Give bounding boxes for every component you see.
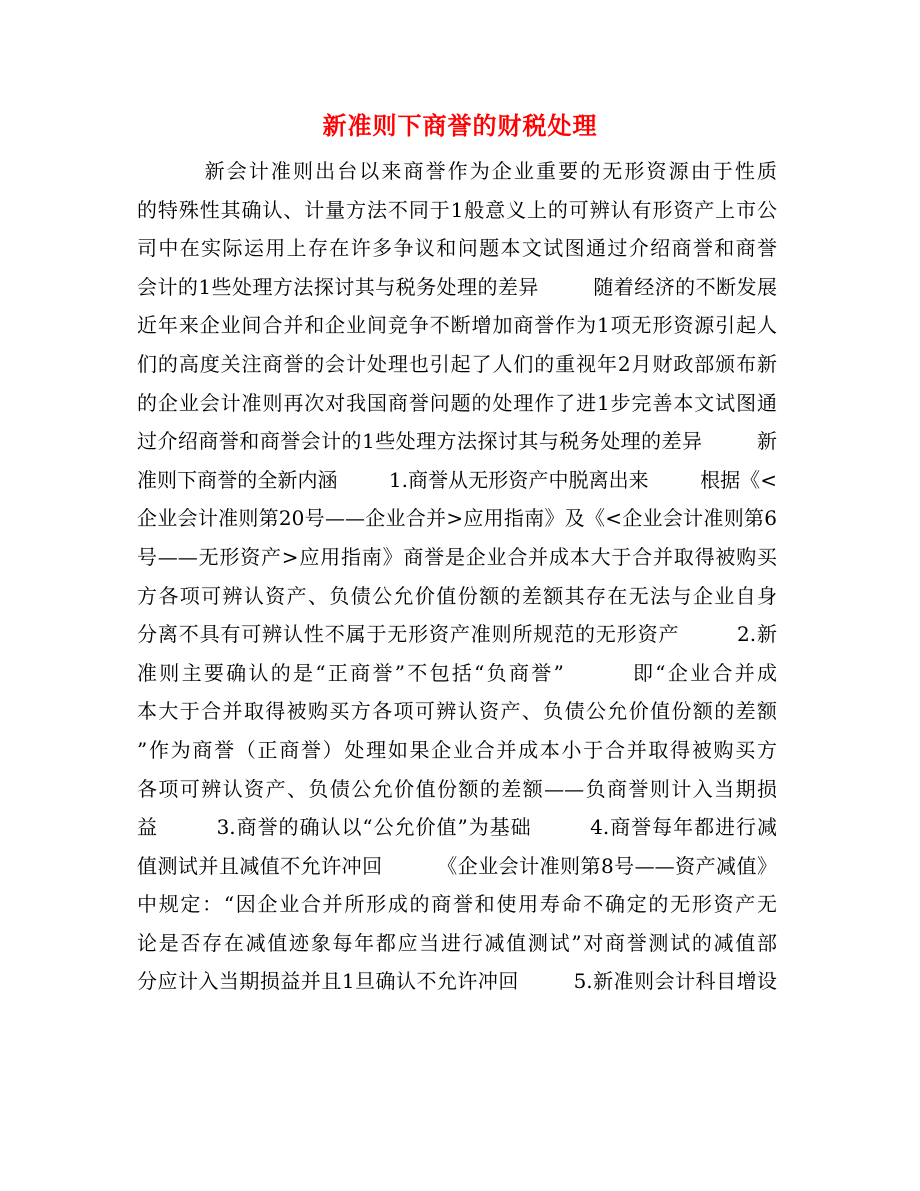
body-line: 企业会计准则第20号——企业合并>应用指南》及《<企业会计准则第6 xyxy=(137,506,777,531)
body-line: 的企业会计准则再次对我国商誉问题的处理作了进1步完善本文试图通 xyxy=(137,390,777,415)
body-line: 本大于合并取得被购买方各项可辨认资产、负债公允价值份额的差额 xyxy=(137,699,777,724)
body-line: 们的高度关注商誉的会计处理也引起了人们的重视年2月财政部颁布新 xyxy=(137,351,777,376)
body-line: 近年来企业间合并和企业间竞争不断增加商誉作为1项无形资源引起人 xyxy=(137,313,777,338)
body-line: 会计的1些处理方法探讨其与税务处理的差异 随着经济的不断发展 xyxy=(137,274,777,299)
body-line: 各项可辨认资产、负债公允价值份额的差额——负商誉则计入当期损 xyxy=(137,776,777,801)
body-line: 方各项可辨认资产、负债公允价值份额的差额其存在无法与企业自身 xyxy=(137,583,777,608)
body-line: 过介绍商誉和商誉会计的1些处理方法探讨其与税务处理的差异 新 xyxy=(137,429,777,454)
document-body xyxy=(137,152,777,1001)
body-line: 的特殊性其确认、计量方法不同于1般意义上的可辨认有形资产上市公 xyxy=(137,197,777,222)
body-line: 值测试并且减值不允许冲回 《企业会计准则第8号——资产减值》 xyxy=(137,853,777,878)
document-title: 新准则下商誉的财税处理 xyxy=(322,111,598,140)
body-line: 中规定：“因企业合并所形成的商誉和使用寿命不确定的无形资产无 xyxy=(137,892,777,917)
body-line: ”作为商誉（正商誉）处理如果企业合并成本小于合并取得被购买方 xyxy=(137,737,777,762)
body-line: 分应计入当期损益并且1旦确认不允许冲回 5.新准则会计科目增设 xyxy=(137,969,777,994)
body-line: 新会计准则出台以来商誉作为企业重要的无形资源由于性质 xyxy=(137,159,777,183)
body-line: 准则下商誉的全新内涵 1.商誉从无形资产中脱离出来 根据《< xyxy=(137,467,777,492)
body-line: 准则主要确认的是“正商誉”不包括“负商誉” 即“企业合并成 xyxy=(137,660,777,685)
body-line: 益 3.商誉的确认以“公允价值”为基础 4.商誉每年都进行减 xyxy=(137,815,777,840)
body-line: 号——无形资产>应用指南》商誉是企业合并成本大于合并取得被购买 xyxy=(137,544,777,569)
body-line: 司中在实际运用上存在许多争议和问题本文试图通过介绍商誉和商誉 xyxy=(137,236,777,261)
body-line: 分离不具有可辨认性不属于无形资产准则所规范的无形资产 2.新 xyxy=(137,622,777,647)
body-line: 论是否存在减值迹象每年都应当进行减值测试”对商誉测试的减值部 xyxy=(137,930,777,955)
